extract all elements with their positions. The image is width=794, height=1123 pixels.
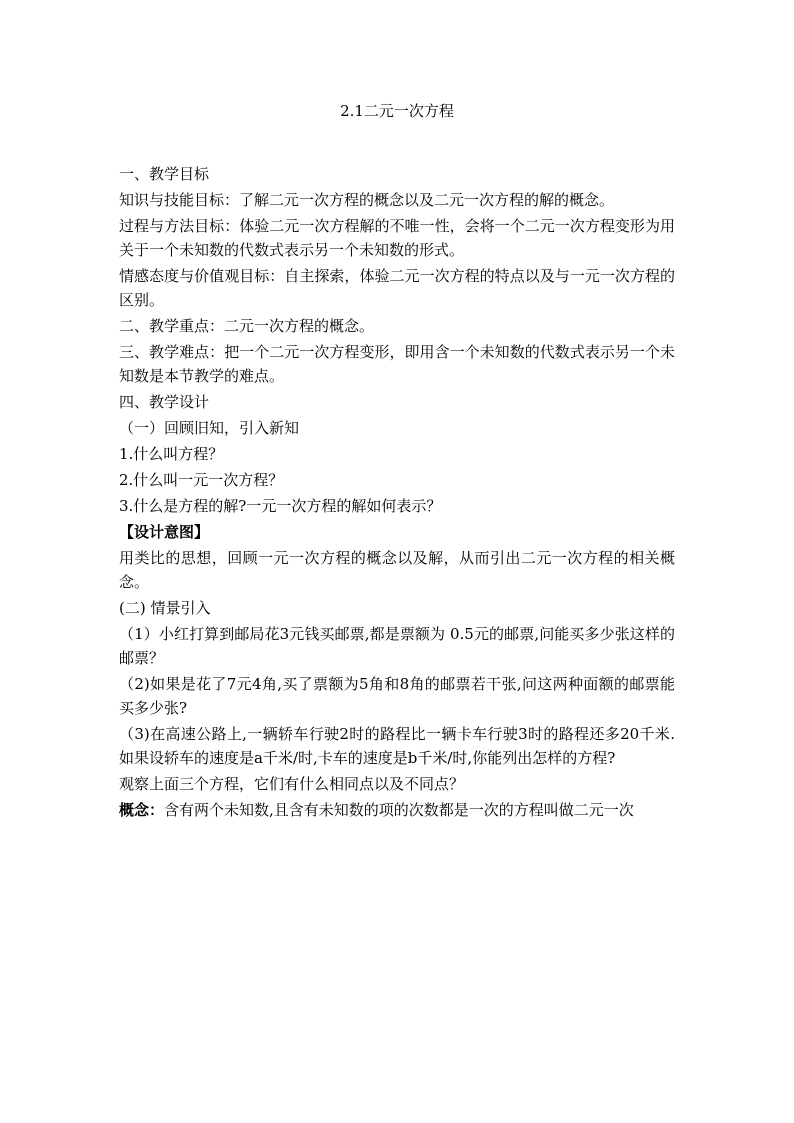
question-2: 2.什么叫一元一次方程？ [119,471,284,489]
subsection-scenario: (二) 情景引入 [119,599,211,617]
question-3: 3.什么是方程的解?一元一次方程的解如何表示？ [119,497,442,515]
concept-label: 概念： [119,801,165,819]
section-heading-goals: 一、教学目标 [119,165,210,183]
question-1: 1.什么叫方程？ [119,445,224,463]
paragraph-process-goal: 过程与方法目标：体验二元一次方程解的不唯一性，会将一个二元一次方程变形为用关于一个未知数的代数式表示另一个未知数的形式。 [119,217,675,259]
paragraph-knowledge-goal: 知识与技能目标：了解二元一次方程的概念以及二元一次方程的解的概念。 [119,191,615,209]
document-title: 2.1二元一次方程 [340,102,454,120]
section-heading-difficulty: 三、教学难点：把一个二元一次方程变形，即用含一个未知数的代数式表示另一个未知数是本节教学的难点。 [119,343,675,385]
section-heading-key-point: 二、教学重点：二元一次方程的概念。 [119,317,375,335]
design-intent-text: 用类比的思想，回顾一元一次方程的概念以及解，从而引出二元一次方程的相关概念。 [119,549,675,591]
scenario-problem-2: （2)如果是花了7元4角,买了票额为5角和8角的邮票若干张,问这两种面额的邮票能买多少张? [119,675,675,717]
subsection-review: （一）回顾旧知，引入新知 [119,419,300,437]
observation-question: 观察上面三个方程，它们有什么相同点以及不同点？ [119,775,465,793]
document-body [119,162,675,824]
concept-text: 含有两个未知数,且含有未知数的项的次数都是一次的方程叫做二元一次 [164,801,634,819]
scenario-problem-1: （1）小红打算到邮局花3元钱买邮票,都是票额为 0.5元的邮票,问能买多少张这样的邮票？ [119,625,675,667]
section-heading-design: 四、教学设计 [119,393,210,411]
design-intent-heading: 【设计意图】 [119,523,210,541]
scenario-problem-3: （3)在高速公路上,一辆轿车行驶2时的路程比一辆卡车行驶3时的路程还多20千米.如果设轿车的速度是a千米/时,卡车的速度是b千米/时,你能列出怎样的方程? [119,725,675,767]
concept-paragraph [119,798,675,822]
paragraph-emotion-goal: 情感态度与价值观目标：自主探索，体验二元一次方程的特点以及与一元一次方程的区别。 [119,267,675,309]
